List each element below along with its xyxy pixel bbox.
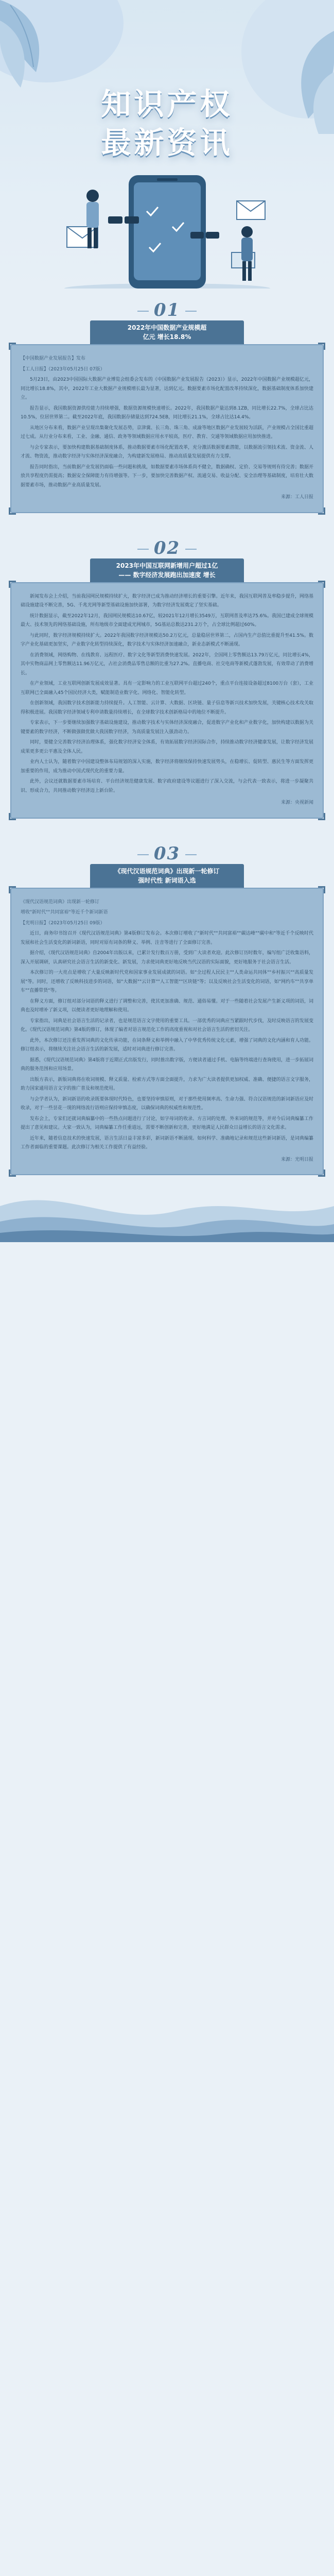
banner-line2: —— 数字经济发展跑出加速度 增长 — [118, 571, 216, 579]
article-card — [10, 344, 324, 513]
article-paragraph: 新闻发布会上介绍，当前我国网民规模持续扩大，数字经济已成为推动经济增长的重要引擎。近年来，我国互联网普及率稳步提升，网络基础设施建设不断完善，5G、千兆光网等新型基础设施加快部署，为数字经济发展奠定了坚实基础。 — [21, 594, 313, 608]
corner-decoration — [9, 507, 16, 515]
section-header — [10, 527, 324, 582]
article-paragraph: 此外，会议还就数据要素市场培育、平台经济规范健康发展、数字政府建设等议题进行了深入交流，与会代表一致表示，将进一步凝聚共识、形成合力，共同推动数字经济迈上新台阶。 — [21, 779, 313, 793]
section-number: 01 — [10, 300, 324, 320]
article-paragraph: 与会专家表示，要加快构建数据基础制度体系，推动数据要素市场化配置改革，充分激活数据要素潜能，以数据流引领技术流、资金流、人才流、物资流，推动数字经济与实体经济深度融合，为构建新发展格局、推动高质量发展提供有力支撑。 — [21, 445, 313, 459]
phone-illustration-icon — [46, 165, 288, 289]
article-paragraph: 统计数据显示，截至2022年12月，我国网民规模达10.67亿，较2021年12月增长3549万，互联网普及率达75.6%。我国已建成全球规模最大、技术领先的网络基础设施，所有地级市全面建成光网城市，5G基站总数达231.2万个，占全球比例超过60%。 — [21, 613, 313, 628]
corner-decoration — [318, 886, 325, 893]
banner-line1: 《现代汉语规范词典》出现新一轮修订 — [114, 867, 220, 875]
article-paragraph: 在产业领域，工业互联网创新发展成效显著。具有一定影响力的工业互联网平台超过240个，重点平台连接设备超过8100万台（套），工业互联网已全面融入45个国民经济大类，赋能制造业数字化、网络化、智能化转型。 — [21, 681, 313, 696]
hero-title-line1: 知识产权 — [101, 87, 233, 122]
article-paragraph: 从地区分布来看，数据产业呈现出集聚化发展态势，京津冀、长三角、珠三角、成渝等地区数据产业发展较为活跃，产业规模占全国比重超过七成。从行业分布来看，工业、金融、通信、政务等领域数据应用水平较高，医疗、教育、交通等领域数据应用加快推进。 — [21, 425, 313, 439]
corner-decoration — [318, 507, 325, 515]
section-banner — [90, 320, 244, 344]
article-paragraph: 在消费领域，网络购物、在线教育、远程医疗、数字文化等新型消费快速发展。2022年，全国网上零售额达13.79万亿元，同比增长4%，其中实物商品网上零售额达11.96万亿元，占社会消费品零售总额的比重为27.2%。直播电商、社交电商等新模式蓬勃发展，有效带动了消费增长。 — [21, 652, 313, 676]
article-body — [21, 898, 313, 1153]
article-meta-line: 增收"新时代""共同富裕"等近千个新词新语 — [21, 910, 108, 915]
article-paragraph: 与此同时，数字经济规模持续扩大。2022年我国数字经济规模达50.2万亿元，总量稳居世界第二，占国内生产总值比重提升至41.5%。数字产业化基础更加坚实，产业数字化转型持续深化，数字技术与实体经济加速融合，新业态新模式不断涌现。 — [21, 633, 313, 647]
article-paragraph: 近年来，随着信息技术的快速发展，语言生活日益丰富多彩，新词新语不断涌现。如何科学、准确地记录和规范这些新词新语，是词典编纂工作者面临的重要课题。此次修订为相关工作提供了有益经验。 — [21, 1136, 313, 1150]
corner-decoration — [318, 581, 325, 588]
hero-title-line2: 最新资讯 — [101, 125, 233, 160]
banner-line2: 强时代性 新词语入选 — [138, 876, 196, 884]
article-meta-line: 【中国数据产业发展报告】发布 — [21, 356, 86, 361]
banner-line2: 亿元 增长18.8% — [143, 333, 191, 341]
news-section-02 — [0, 527, 334, 819]
article-source: 来源：光明日报 — [280, 1157, 313, 1162]
article-source: 来源：央视新闻 — [280, 800, 313, 805]
article-paragraph: 在创新领域，我国数字技术创新能力持续提升。人工智能、云计算、大数据、区块链、量子信息等新兴技术加快发展，关键核心技术攻关取得积极进展。我国数字经济领域专利申请数量持续增长，在全球数字技术创新格局中的地位不断提升。 — [21, 701, 313, 715]
article-paragraph: 专家表示，下一步要继续加强数字基础设施建设，推动数字技术与实体经济深度融合，促进数字产业化和产业数字化，加快构建以数据为关键要素的数字经济，不断做强做优做大我国数字经济，为高质量发展注入强劲动力。 — [21, 720, 313, 735]
banner-line1: 2023年中国互联网新增用户超过1亿 — [116, 562, 218, 569]
section-banner — [90, 864, 244, 888]
footer-decoration — [0, 1175, 334, 1242]
banner-line1: 2022年中国数据产业规模超 — [127, 324, 207, 331]
leaf-decoration-icon — [0, 0, 77, 93]
article-body — [21, 354, 313, 490]
section-number: 03 — [10, 843, 324, 864]
article-paragraph: 报告显示，我国数据资源供给能力持续增强，数据资源规模快速增长。2022年，我国数据产量达到8.1ZB，同比增长22.7%，全球占比达10.5%，位居世界第二。截至2022年底，我国数据存储量达到724.5EB，同比增长21.1%，全球占比达14.4%。 — [21, 405, 313, 420]
article-paragraph: 本次修订的一大亮点是增收了大量反映新时代党和国家事业发展成就的词语。如"全过程人民民主""人类命运共同体""乡村振兴""高质量发展"等。同时，还增收了反映科技进步的词语，如"大数据""云计算""人工智能""区块链"等；以及反映社会生活变化的词语，如"网约车""共享单车""直播带货"等。 — [21, 970, 313, 993]
article-paragraph: 专家指出，词典是社会语言生活的记录者，也是规范语言文字使用的重要工具。一部优秀的词典应当紧跟时代步伐，及时反映语言的发展变化。《现代汉语规范词典》第4版的修订，体现了编者对语言规范化工作的高度重视和对社会语言生活的密切关注。 — [21, 1018, 313, 1032]
article-paragraph: 近日，商务印书馆召开《现代汉语规范词典》第4版修订发布会。本次修订增收了"新时代""共同富裕""碳达峰""碳中和"等近千个反映时代发展和社会生活变化的新词新语，同时对原有词条的释义、举例、注音等进行了全面修订完善。 — [21, 931, 313, 945]
article-paragraph: 据悉，《现代汉语规范词典》第4版将于近期正式出版发行，同时推出数字版，方便读者通过手机、电脑等终端进行查询使用，进一步拓展词典的服务范围和应用场景。 — [21, 1057, 313, 1072]
article-paragraph: 据介绍，《现代汉语规范词典》自2004年出版以来，已累计发行数百万册，受到广大读者欢迎。此次修订历时数年，编写组广泛收集语料，深入开展调研，认真研究社会语言生活的新变化、新发展，力求使词典更好地反映当代汉语的实际面貌，更好地服务于社会语言生活。 — [21, 951, 313, 965]
wave-decoration-icon — [0, 1175, 334, 1242]
article-paragraph: 与会学者认为，新词新语的收录既要体现时代特色，也要坚持审慎原则，对于那些使用频率高、生命力强、符合汉语规范的新词新语应及时收录，对于一些昙花一现的网络流行语则应保持审慎态度，以确保词典的权威性和规范性。 — [21, 1096, 313, 1111]
corner-decoration — [9, 813, 16, 820]
news-section-03 — [0, 832, 334, 1176]
article-meta-line: 【光明日报】（2023年05月25日 09版） — [21, 920, 105, 926]
article-paragraph: 出版方表示，新版词典将在收词规模、释义质量、检索方式等方面全面提升，力求为广大读者提供更加权威、准确、便捷的语言文字服务，助力国家通用语言文字的推广普及和规范使用。 — [21, 1077, 313, 1091]
page — [0, 0, 334, 1242]
corner-decoration — [9, 886, 16, 893]
article-card — [10, 582, 324, 819]
article-source: 来源：工人日报 — [280, 495, 313, 500]
article-paragraph: 在释义方面，修订组对部分词语的释义进行了调整和完善，使其更加准确、规范、通俗易懂。对于一些随着社会发展产生新义项的词语，词典也及时增补了新义项，以便读者更好地理解和使用。 — [21, 998, 313, 1013]
article-meta-line: 【工人日报】（2023年05月25日 07版） — [21, 366, 105, 372]
article-paragraph: 发布会上，专家们还就词典编纂中的一些热点问题进行了讨论，如字母词的收录、方言词的处理、外来词的规范等，并对今后词典编纂工作提出了意见和建议。大家一致认为，词典编纂工作任重道远，需要不断创新和完善，更好地满足人民群众日益增长的语言文化需求。 — [21, 1116, 313, 1130]
article-paragraph: 报告同时指出，当前数据产业发展仍面临一些问题和挑战，如数据要素市场体系尚不健全，数据确权、定价、交易等规则有待完善；数据开放共享程度仍需提高；数据安全保障能力有待增强等。下一步，要加快完善数据产权、流通交易、收益分配、安全治理等基础制度，培育壮大数据要素市场，推动数据产业高质量发展。 — [21, 464, 313, 488]
corner-decoration — [318, 813, 325, 820]
corner-decoration — [9, 343, 16, 350]
article-meta-line: 《现代汉语规范词典》出现新一轮修订 — [21, 899, 100, 905]
news-section-01 — [0, 289, 334, 513]
article-paragraph: 业内人士认为，随着数字中国建设整体布局规划的深入实施，数字经济将继续保持快速发展势头，在稳增长、促转型、惠民生等方面发挥更加重要的作用，成为推动中国式现代化的重要力量。 — [21, 759, 313, 774]
article-paragraph: 同时，要健全完善数字经济治理体系，强化数字经济安全体系，有效拓展数字经济国际合作，持续推动数字经济健康发展，让数字经济发展成果更多更公平惠及全体人民。 — [21, 740, 313, 754]
section-header — [10, 832, 324, 888]
article-paragraph: 5月23日，由2023中国国际大数据产业博览会组委会发布的《中国数据产业发展报告（2023）》显示，2022年中国数据产业规模超亿元，同比增长18.8%，其中，2022年工业大数据产业规模增长最为显著，达到亿元。数据要素市场化配置改革持续深化，数据基础制度体系加快建立。 — [21, 377, 313, 400]
section-number: 02 — [10, 538, 324, 558]
hero-banner — [0, 0, 334, 289]
article-card — [10, 888, 324, 1176]
corner-decoration — [318, 343, 325, 350]
article-paragraph: 此外，本次修订还注重发挥词典的文化传承功能，在词条释义和举例中融入了中华优秀传统文化元素，增强了词典的文化内涵和育人功能。修订组表示，将继续关注社会语言生活的新发展，适时对词典进行修订完善。 — [21, 1038, 313, 1052]
section-banner — [90, 558, 244, 582]
article-body — [21, 592, 313, 796]
section-header — [10, 289, 324, 344]
corner-decoration — [9, 581, 16, 588]
